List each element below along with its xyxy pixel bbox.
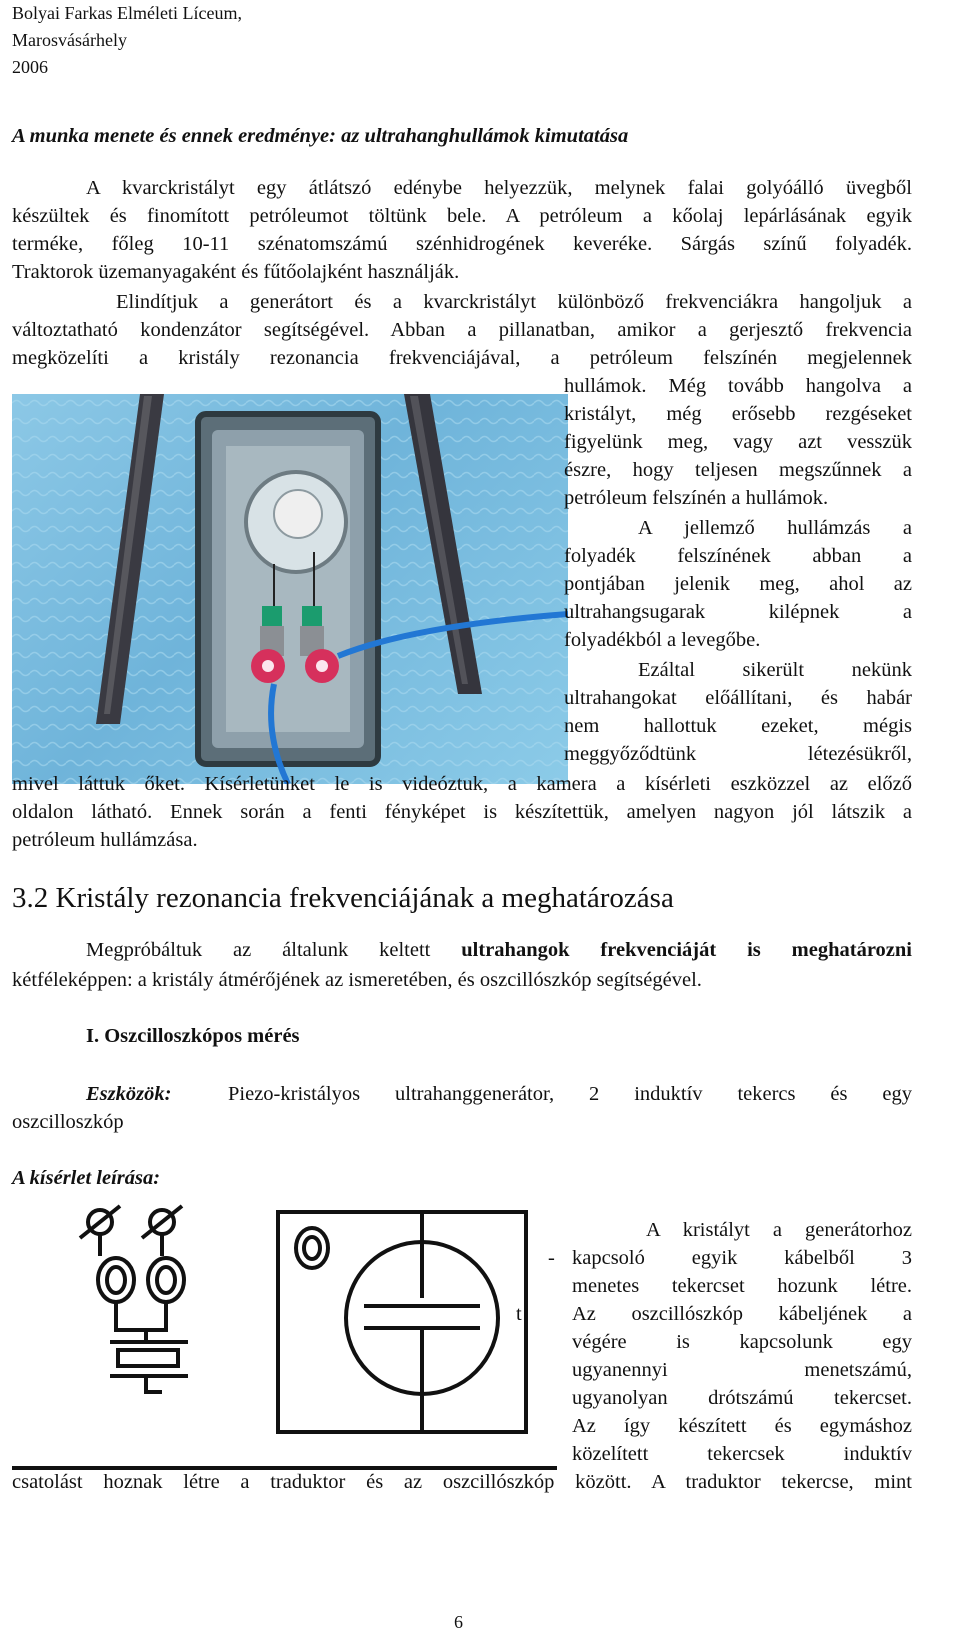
paragraph-line: figyelünk meg, vagy azt vesszük	[564, 431, 912, 453]
section-heading: A munka menete és ennek eredménye: az ultrahanghullámok kimutatása	[12, 125, 629, 147]
diagram-stray-mark: t	[516, 1303, 522, 1325]
paragraph-line: ugyanennyi menetszámú,	[572, 1359, 912, 1381]
paragraph-line: A kvarckristályt egy átlátszó edénybe helyezzük, melynek falai golyóálló üvegből	[86, 177, 912, 199]
paragraph-line: pontjában jelenik meg, ahol az	[564, 573, 912, 595]
paragraph-bold-text: ultrahangok frekvenciáját is meghatározni	[461, 939, 913, 961]
tools-text: oszcilloszkóp	[12, 1111, 124, 1133]
paragraph-line: meggyőződtünk létezésükről,	[564, 743, 912, 765]
paragraph-line: nem hallottuk ezeket, mégis	[564, 715, 912, 737]
paragraph-line: ultrahangokat előállítani, és habár	[564, 687, 912, 709]
tools-label: Eszközök:	[86, 1083, 172, 1105]
paragraph-line: kapcsoló egyik kábelből 3	[572, 1247, 912, 1269]
paragraph-line: észre, hogy teljesen megszűnnek a	[564, 459, 912, 481]
paragraph-line: ultrahangsugarak kilépnek a	[564, 601, 912, 623]
paragraph-line: Ezáltal sikerült nekünk	[638, 659, 912, 681]
subheading: I. Oszcilloszkópos mérés	[86, 1025, 300, 1047]
paragraph-line: folyadék felszínének abban a	[564, 545, 912, 567]
page-number: 6	[454, 1612, 463, 1632]
paragraph-line: A kristályt a generátorhoz	[646, 1219, 912, 1241]
paragraph-line: ugyanolyan drótszámú tekercset.	[572, 1387, 912, 1409]
experiment-label: A kísérlet leírása:	[12, 1167, 161, 1189]
paragraph-line: Az oszcillószkóp kábeljének a	[572, 1303, 912, 1325]
header-city: Marosvásárhely	[12, 30, 127, 50]
paragraph-line: petróleum hullámzása.	[12, 829, 198, 851]
paragraph-line: Traktorok üzemanyagaként és fűtőolajként használják.	[12, 261, 460, 283]
paragraph-line: készültek és finomított petróleumot töltünk bele. A petróleum a kőolaj lepárlásának egyik	[12, 205, 912, 227]
section-title: 3.2 Kristály rezonancia frekvenciájának a meghatározása	[12, 882, 674, 914]
paragraph-line: folyadékból a levegőbe.	[564, 629, 761, 651]
paragraph-line: menetes tekercset hozunk létre.	[572, 1275, 912, 1297]
paragraph-line: változtatható kondenzátor segítségével. Abban a pillanatban, amikor a gerjesztő frekvencia	[12, 319, 912, 341]
paragraph-line: petróleum felszínén a hullámok.	[564, 487, 829, 509]
paragraph-line: csatolást hoznak létre a traduktor és az oszcillószkóp között. A traduktor tekercse, mint	[12, 1471, 912, 1493]
paragraph-line: A jellemző hullámzás a	[638, 517, 912, 539]
paragraph-line: oldalon látható. Ennek során a fenti fényképet is készítettük, amelyen nagyon jól látszik a	[12, 801, 912, 823]
paragraph-line	[86, 936, 912, 964]
paragraph-line: Az így készített és egymáshoz	[572, 1415, 912, 1437]
paragraph-line: hullámok. Még tovább hangolva a	[564, 375, 912, 397]
paragraph-text: Megpróbáltuk az általunk keltett	[86, 939, 462, 961]
paragraph-line: végére is kapcsolunk egy	[572, 1331, 912, 1353]
diagram-stray-mark: -	[548, 1247, 555, 1269]
tools-text: Piezo-kristályos ultrahanggenerátor, 2 induktív tekercs és egy	[228, 1083, 912, 1105]
page-header	[12, 0, 242, 81]
kerosene-container-illustration	[12, 394, 568, 784]
paragraph-line: terméke, főleg 10-11 szénatomszámú szénhidrogének keveréke. Sárgás színű folyadék.	[12, 233, 912, 255]
paragraph-line: kétféleképpen: a kristály átmérőjének az ismeretében, és oszcillószkóp segítségével.	[12, 969, 702, 991]
paragraph-line: megközelíti a kristály rezonancia frekvenciájával, a petróleum felszínén megjelennek	[12, 347, 912, 369]
header-school: Bolyai Farkas Elméleti Líceum,	[12, 3, 242, 23]
paragraph-line: Elindítjuk a generátort és a kvarckristályt különböző frekvenciákra hangoljuk a	[116, 291, 912, 313]
header-year: 2006	[12, 57, 48, 77]
circuit-diagram	[12, 1200, 557, 1475]
paragraph-line: kristályt, még erősebb rezgéseket	[564, 403, 912, 425]
experiment-photo	[12, 394, 568, 784]
paragraph-line: mivel láttuk őket. Kísérletünket le is videóztuk, a kamera a kísérleti eszközzel az előző	[12, 773, 912, 795]
paragraph-line: közelített tekercsek induktív	[572, 1443, 912, 1465]
